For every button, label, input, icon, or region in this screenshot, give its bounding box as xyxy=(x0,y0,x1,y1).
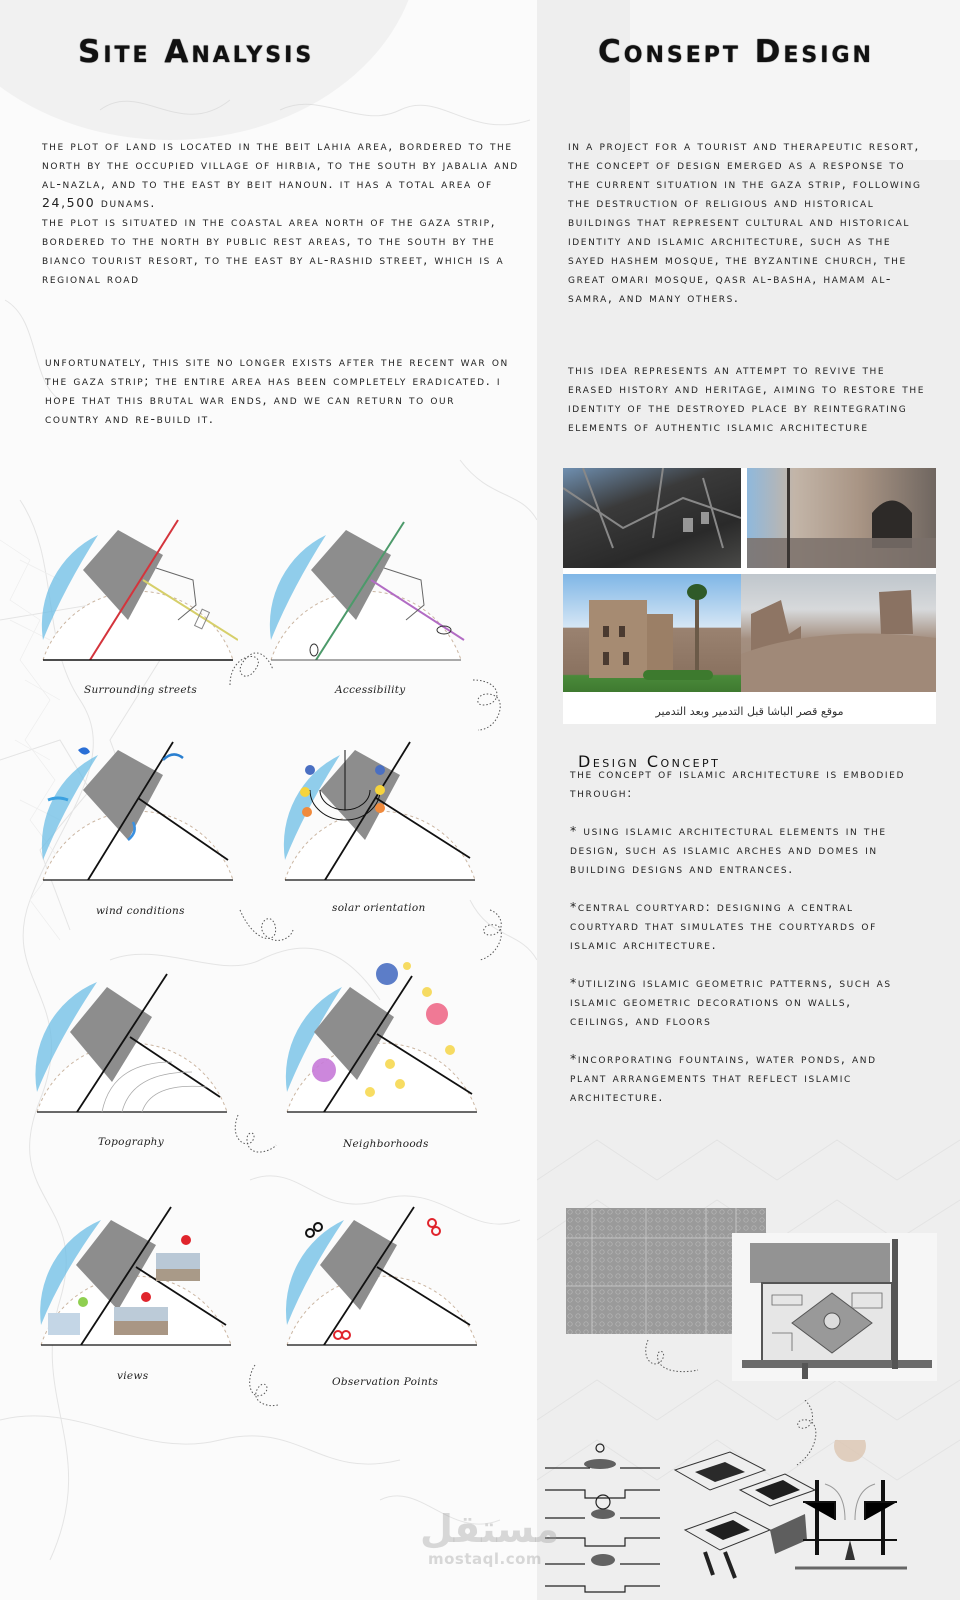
design-concept-intro: the concept of islamic architecture is embodied through: xyxy=(570,766,905,800)
diagram-views xyxy=(36,1195,236,1355)
diagram-observation-points xyxy=(282,1195,482,1355)
site-description xyxy=(42,136,522,288)
mostaql-watermark xyxy=(420,1507,559,1568)
label-views: views xyxy=(117,1370,149,1382)
diagram-wind-conditions xyxy=(38,730,238,890)
watermark-arabic: مستقل xyxy=(420,1507,559,1551)
dotted-loop-decoration xyxy=(785,1400,825,1470)
design-concept-title: Design Concept xyxy=(578,752,721,771)
destroyed-buildings-photos xyxy=(563,468,936,724)
concept-paragraph-1: in a project for a tourist and therapeutic resort, the concept of design emerged as a response to the current situation in the gaza strip, following the destruction of religious and historical buildings that represent cultural and historical identity and islamic architecture, such as the sayed hashem mosque, the byzantine church, the great omari mosque, qasr al-basha, hamam al- samra, and many others. xyxy=(568,138,922,305)
photo-destroyed-interior xyxy=(563,468,741,568)
design-concept-point-fountains: *incorporating fountains, water ponds, and plant arrangements that reflect islamic architecture. xyxy=(570,1051,877,1104)
site-plan-model-image xyxy=(732,1233,937,1381)
design-concept-list xyxy=(570,764,910,1106)
dotted-loop-decoration xyxy=(240,1360,280,1410)
diagram-neighborhoods xyxy=(282,962,482,1122)
design-concept-point-arches: * using islamic architectural elements in the design, such as islamic arches and domes in building designs and entrances. xyxy=(570,823,887,876)
site-analysis-title: Site Analysis xyxy=(78,34,315,70)
diagram-surrounding-streets xyxy=(38,510,238,670)
dotted-loop-decoration xyxy=(235,900,295,950)
label-wind-conditions: wind conditions xyxy=(96,905,185,917)
concept-paragraph-2: this idea represents an attempt to revive the erased history and heritage, aiming to restore the identity of the destroyed place by reintegrating elements of authentic islamic architecture xyxy=(568,362,926,434)
label-observation-points: Observation Points xyxy=(332,1376,439,1388)
dotted-loop-decoration xyxy=(228,1110,278,1160)
diagram-accessibility xyxy=(266,510,466,670)
site-paragraph-location: the plot of land is located in the beit lahia area, bordered to the north by the occupied village of hirbia, to the south by jabalia and al-nazla, and to the east by beit hanoun. it has a total area of 24,500 dunams. xyxy=(42,138,519,210)
photo-damaged-church xyxy=(747,468,936,568)
label-topography: Topography xyxy=(98,1136,164,1148)
photo-qasr-albasha-before xyxy=(563,574,741,692)
courtyard-sketches xyxy=(545,1440,950,1600)
site-paragraph-borders: the plot is situated in the coastal area north of the gaza strip, bordered to the north by public rest areas, to the south by the bianco tourist resort, to the east by al-rashid street, which is a regional road xyxy=(42,214,505,286)
watermark-latin: mostaql.com xyxy=(427,1550,543,1568)
photo-caption: موقع قصر الباشا قبل التدمير وبعد التدمير xyxy=(655,705,844,718)
dotted-loop-decoration xyxy=(468,675,508,735)
diagram-topography xyxy=(32,962,232,1122)
label-neighborhoods: Neighborhoods xyxy=(343,1138,429,1150)
diagram-solar-orientation xyxy=(280,730,480,890)
dotted-loop-decoration xyxy=(640,1335,700,1375)
label-surrounding-streets: Surrounding streets xyxy=(84,684,198,696)
site-war-note: unfortunately, this site no longer exists after the recent war on the gaza strip; the entire area has been completely eradicated. i hope that this brutal war ends, and we can return to our country and re-build it. xyxy=(45,354,509,426)
label-solar-orientation: solar orientation xyxy=(332,902,426,914)
concept-design-title: Consept Design xyxy=(598,34,874,70)
design-concept-point-courtyard: *central courtyard: designing a central courtyard that simulates the courtyards of islamic architecture. xyxy=(570,899,877,952)
design-concept-point-patterns: *utilizing islamic geometric patterns, such as islamic geometric decorations on walls, ceilings, and floors xyxy=(570,975,892,1028)
dotted-loop-decoration xyxy=(470,905,510,965)
photo-qasr-albasha-after xyxy=(741,574,936,692)
label-accessibility: Accessibility xyxy=(335,684,406,696)
axonometric-sketch xyxy=(675,1452,815,1578)
dotted-loop-decoration xyxy=(225,640,275,690)
